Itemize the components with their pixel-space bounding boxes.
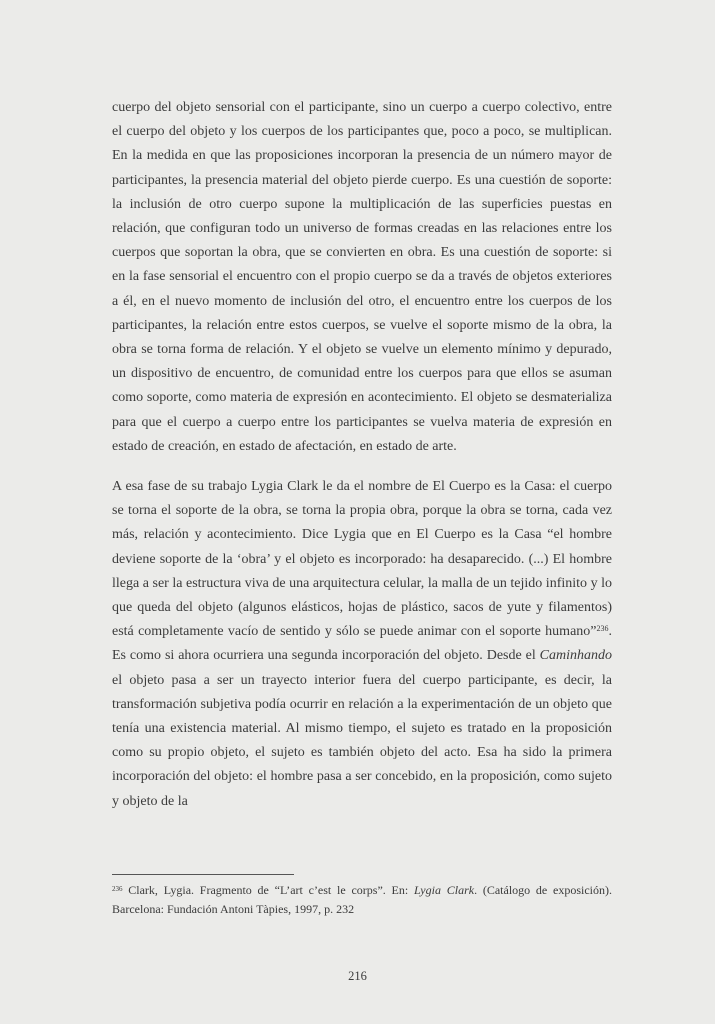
paragraph-2-part-b: . Es como si ahora ocurriera una segunda incorporación del objeto. Desde el [112, 624, 612, 664]
paragraph-1: cuerpo del objeto sensorial con el participante, sino un cuerpo a cuerpo colectivo, entre el cuerpo del objeto y los cuerpos de los participantes que, poco a poco, se multiplican. En la medida en que las proposiciones incorporan la presencia de un número mayor de participantes, la presencia material del objeto pierde cuerpo. Es una cuestión de soporte: la inclusión de otro cuerpo supone la multiplicación de las superficies puestas en relación, que configuran todo un universo de formas creadas en las relaciones entre los cuerpos que soportan la obra, que se convierten en obra. Es una cuestión de soporte: si en la fase sensorial el encuentro con el propio cuerpo se da a través de objetos exteriores a él, en el nuevo momento de inclusión del otro, el encuentro entre los cuerpos de los participantes, la relación entre estos cuerpos, se vuelve el soporte mismo de la obra, la obra se torna forma de relación. Y el objeto se vuelve un elemento mínimo y depurado, un dispositivo de encuentro, de comunidad entre los cuerpos para que ellos se asuman como soporte, como materia de expresión en acontecimiento. El objeto se desmaterializa para que el cuerpo a cuerpo entre los participantes se vuelva materia de expresión en estado de creación, en estado de afectación, en estado de arte. [112, 100, 612, 454]
footnote-mark: 236 [112, 885, 123, 893]
page-number: 216 [348, 969, 367, 983]
paragraph-2 [112, 475, 612, 814]
footnote-italic-title: Lygia Clark [413, 883, 475, 897]
italic-title-caminhando: Caminhando [539, 648, 612, 664]
paragraph-2-part-c: el objeto pasa a ser un trayecto interior fuera del cuerpo participante, es decir, la transformación subjetiva podía ocurrir en relación a la experimentación de un objeto que tenía una existencia material. Al mismo tiempo, el sujeto es tratado en la proposición como su propio objeto, el sujeto es también objeto del acto. Esa ha sido la primera incorporación del objeto: el hombre pasa a ser concebido, en la proposición, como sujeto y objeto de la [112, 672, 612, 809]
footnote-reference[interactable]: 236 [596, 624, 609, 634]
footnote-separator [112, 874, 294, 875]
body-text [112, 96, 612, 814]
paragraph-2-part-a: A esa fase de su trabajo Lygia Clark le da el nombre de El Cuerpo es la Casa: el cuerpo se torna el soporte de la obra, se torna la propia obra, porque la obra se torna, cada vez más, relación y acontecimiento. Dice Lygia que en El Cuerpo es la Casa “el hombre deviene soporte de la ‘obra’ y el objeto es incorporado: ha desaparecido. (...) El hombre llega a ser la estructura viva de una arquitectura celular, la malla de un tejido infinito y lo que queda del objeto (algunos elásticos, hojas de plástico, sacos de yute y filamentos) está completamente vacío de sentido y sólo se puede animar con el soporte humano” [112, 479, 612, 640]
footnote-text-a: Clark, Lygia. Fragmento de “L’art c’est le corps”. En: [122, 883, 414, 897]
footnote [112, 881, 612, 919]
footnote-text-b: . (Catálogo de exposición). Barcelona: Fundación Antoni Tàpies, 1997, p. 232 [112, 883, 612, 916]
